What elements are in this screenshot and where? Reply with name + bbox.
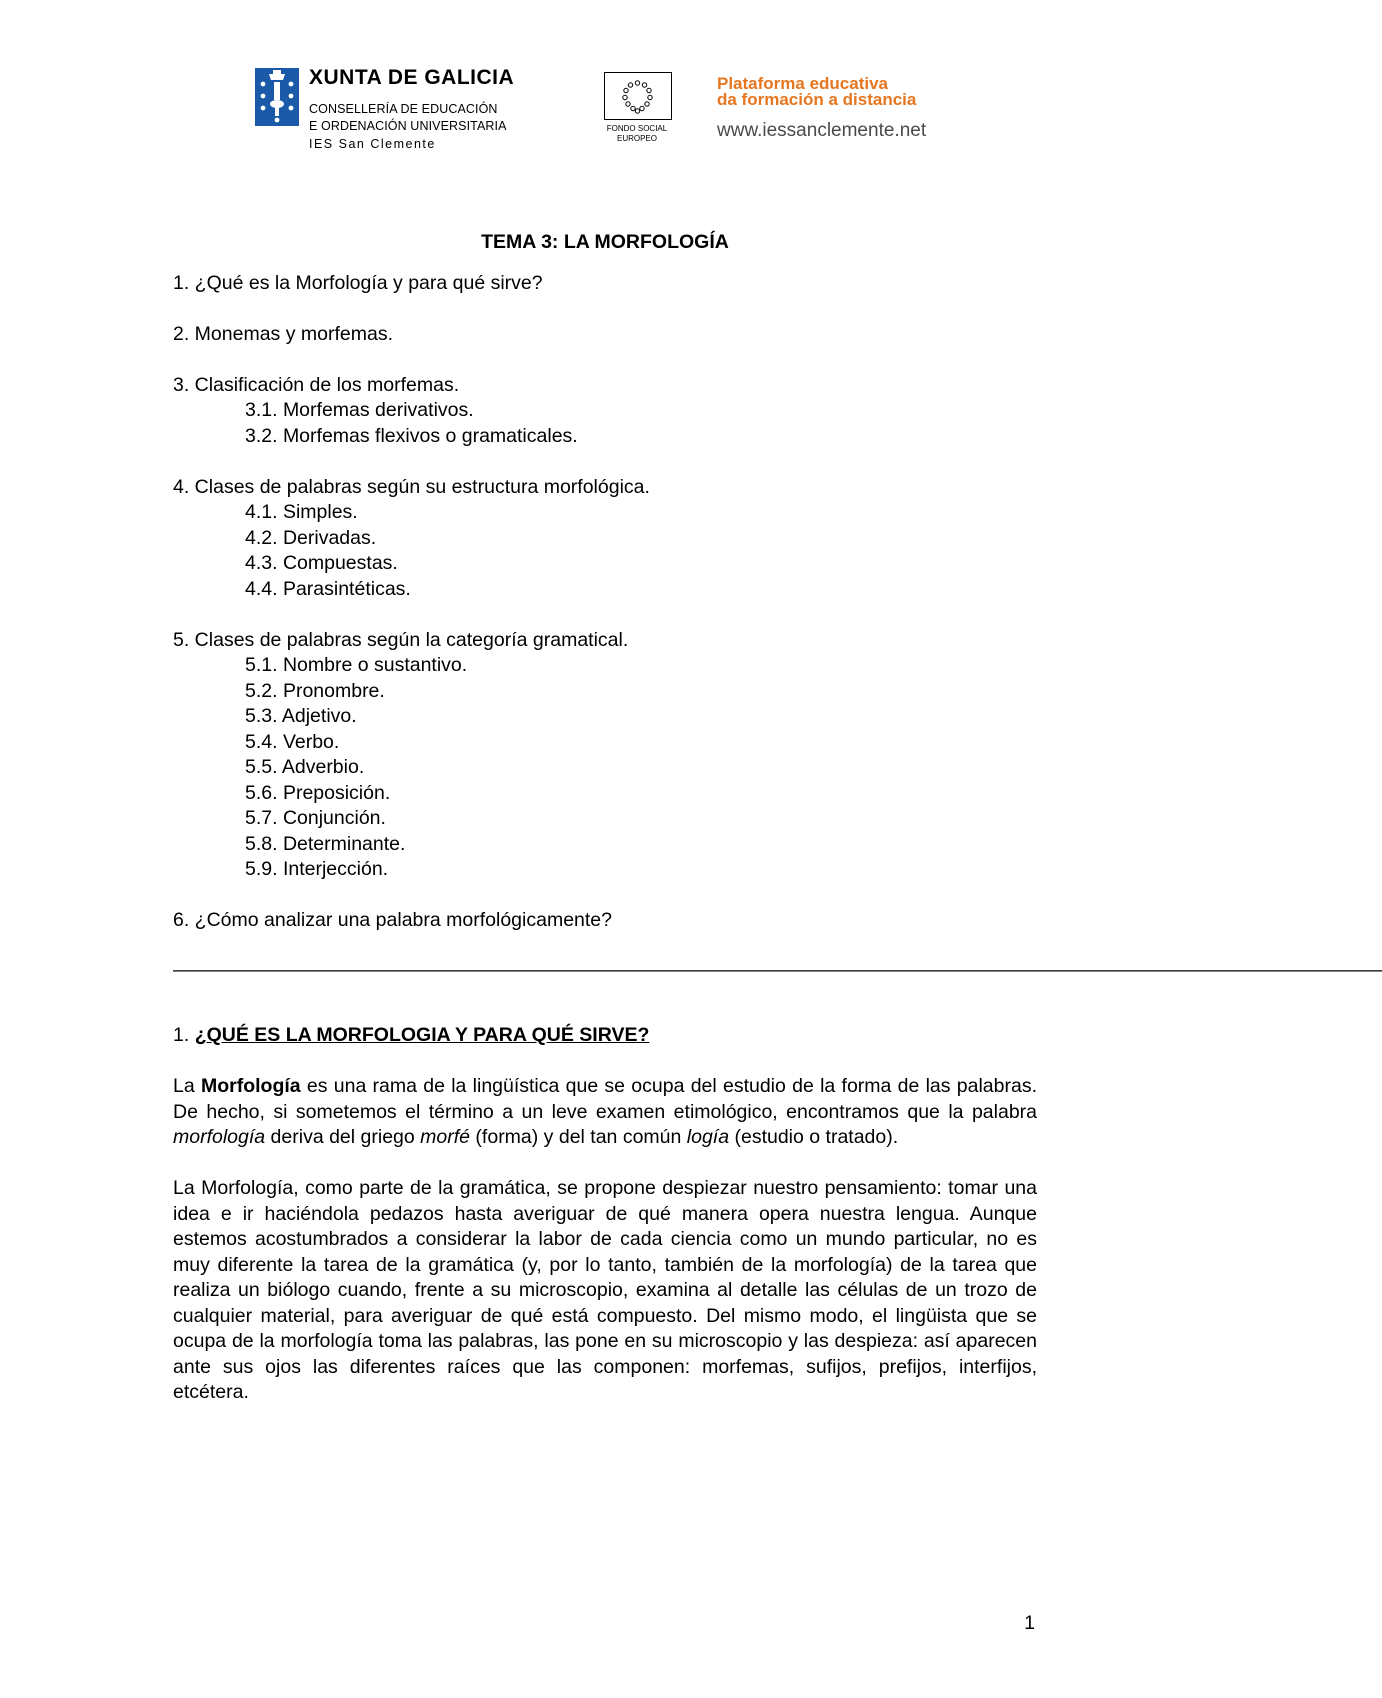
section-number: 1. (173, 1024, 195, 1046)
italic-term: logía (686, 1126, 730, 1148)
toc-subitem: 4.3. Compuestas. (245, 552, 398, 574)
fse-logo (592, 72, 682, 152)
text-run: deriva del griego (265, 1126, 421, 1148)
document-body (173, 230, 1382, 1431)
xunta-title: XUNTA DE GALICIA (309, 66, 515, 89)
toc-subitem: 5.6. Preposición. (245, 781, 391, 804)
document-title: TEMA 3: LA MORFOLOGÍA (481, 231, 729, 253)
toc-section-2 (173, 322, 1037, 348)
toc-subitem: 5.2. Pronombre. (245, 679, 385, 702)
text-run: La (173, 1075, 201, 1097)
fse-label-line-2: EUROPEO (616, 134, 657, 143)
eu-flag-icon (604, 72, 672, 120)
toc-subitem: 4.4. Parasintéticas. (245, 577, 411, 600)
toc-item: 2. Monemas y morfemas. (173, 322, 393, 345)
galicia-crest-icon (255, 68, 299, 126)
platform-line-1: Plataforma educativa (717, 74, 889, 93)
section-heading (173, 1023, 1037, 1049)
toc-subitem: 4.2. Derivadas. (245, 526, 377, 549)
text-run: (forma) y del tan común (470, 1126, 687, 1148)
toc-subitem: 5.4. Verbo. (245, 730, 340, 753)
toc-item: 1. ¿Qué es la Morfología y para qué sirve? (173, 271, 543, 294)
toc-item: 5. Clases de palabras según la categoría gramatical. (173, 628, 629, 651)
toc-subitem: 5.9. Interjección. (245, 858, 389, 880)
toc-subitem: 5.7. Conjunción. (245, 807, 386, 829)
paragraph-1 (173, 1074, 1037, 1151)
bold-term: Morfología (200, 1075, 301, 1097)
toc-subitem: 5.3. Adjetivo. (245, 705, 357, 727)
toc-subitem: 3.1. Morfemas derivativos. (245, 399, 474, 421)
page-number: 1 (1024, 1612, 1035, 1634)
toc-section-4 (173, 475, 1037, 603)
platform-logo (717, 76, 977, 142)
school-name: IES San Clemente (309, 137, 436, 151)
table-of-contents (173, 271, 1037, 934)
section-heading-text: ¿QUÉ ES LA MORFOLOGIA Y PARA QUÉ SIRVE? (194, 1024, 650, 1046)
toc-section-6 (173, 908, 1037, 934)
paragraph-2: La Morfología, como parte de la gramática, se propone despiezar nuestro pensamiento: tomar una idea e ir haciéndola pedazos hasta averiguar de qué manera opera nuestra lengua. Aunque estemos acostumbrados a considerar la labor de cada ciencia como un mundo particular, no es muy diferente la tarea de la gramática (y, por lo tanto, también de la morfología) de la tarea que realiza un biólogo cuando, frente a su microscopio, examina al detalle las células de un trozo de cualquier material, para averiguar de qué está compuesto. Del mismo modo, el lingüista que se ocupa de la morfología toma las palabras, las pone en su microscopio y las despieza: así aparecen ante sus ojos las diferentes raíces que las componen: morfemas, sufijos, prefijos, interfijos, etcétera. (173, 1177, 1037, 1403)
toc-section-3 (173, 373, 1037, 450)
italic-term: morfología (173, 1126, 266, 1148)
conselleria-line-2: E ORDENACIÓN UNIVERSITARIA (309, 119, 507, 133)
fse-label (592, 124, 682, 144)
toc-subitem: 4.1. Simples. (245, 501, 358, 523)
fse-label-line-1: FONDO SOCIAL (606, 124, 668, 133)
eu-stars-icon (605, 73, 670, 118)
page-header (255, 64, 965, 154)
toc-subitem: 3.2. Morfemas flexivos o gramaticales. (245, 424, 578, 447)
conselleria-line-1: CONSELLERÍA DE EDUCACIÓN (309, 102, 498, 116)
text-run: es una rama de la lingüística que se ocupa del estudio de la forma de las palabras. De hecho, si sometemos el término a un leve examen etimológico, encontramos que la palabra (173, 1075, 1038, 1123)
toc-item: 6. ¿Cómo analizar una palabra morfológicamente? (173, 909, 612, 931)
toc-subitem: 5.1. Nombre o sustantivo. (245, 654, 468, 676)
toc-item: 3. Clasificación de los morfemas. (173, 373, 460, 396)
separator-line: —————————————————————————————————————————————————————————————— (173, 958, 1382, 981)
xunta-logo (255, 68, 530, 150)
toc-section-5 (173, 628, 1037, 883)
text-run: (estudio o tratado). (729, 1126, 899, 1148)
toc-subitem: 5.5. Adverbio. (245, 756, 365, 778)
platform-line-2: da formación a distancia (717, 90, 917, 109)
toc-section-1 (173, 271, 1037, 297)
toc-item: 4. Clases de palabras según su estructura morfológica. (173, 475, 650, 498)
website-url: www.iessanclemente.net (717, 120, 927, 141)
italic-term: morfé (420, 1126, 471, 1148)
toc-subitem: 5.8. Determinante. (245, 832, 406, 855)
